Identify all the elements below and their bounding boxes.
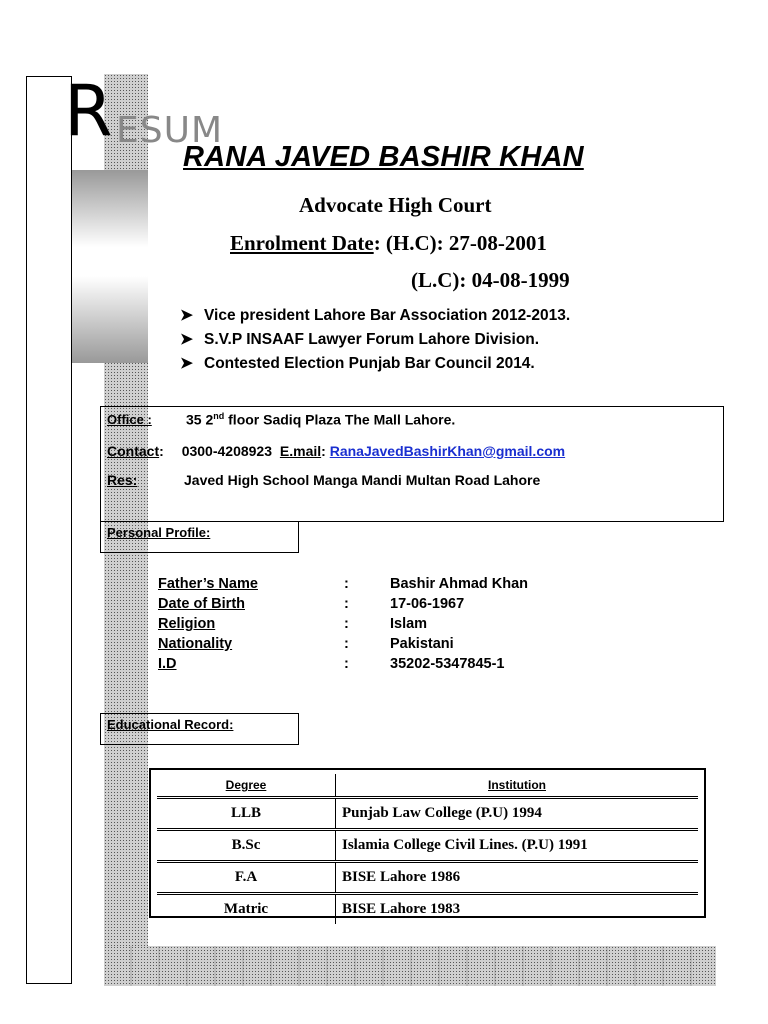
institution-cell: BISE Lahore 1983 (342, 901, 461, 917)
highlights-list (180, 304, 570, 376)
phone-number: 0300-4208923 (181, 443, 272, 459)
education-row (157, 862, 698, 894)
profile-key: Father’s Name (158, 576, 258, 592)
office-row (107, 411, 456, 428)
personal-profile-title: Personal Profile: (107, 525, 211, 540)
profile-separator: : (344, 656, 349, 672)
profile-key: Nationality (158, 636, 233, 652)
institution-cell: Islamia College Civil Lines. (P.U) 1991 (336, 830, 699, 862)
residence-label: Res: (107, 472, 138, 488)
profile-row (158, 634, 528, 654)
profile-separator: : (344, 636, 349, 652)
enrolment-label: Enrolment Date (230, 231, 374, 255)
education-row (157, 798, 698, 830)
profile-row (158, 614, 528, 634)
residence-row (107, 472, 541, 488)
institution-cell: BISE Lahore 1986 (336, 862, 699, 894)
contact-label: Contact (107, 443, 160, 459)
degree-cell: LLB (157, 798, 336, 830)
residence-address: Javed High School Manga Mandi Multan Road Lahore (184, 472, 541, 488)
enrolment-lc: (L.C): 04-08-1999 (411, 268, 570, 292)
educational-record-header (100, 713, 299, 745)
profile-row (158, 594, 528, 614)
contact-colon: : (159, 443, 164, 459)
email-colon: : (321, 443, 326, 459)
personal-profile-header (100, 521, 299, 553)
gradient-block (72, 170, 148, 363)
office-address-part: floor Sadiq Plaza The Mall Lahore. (224, 411, 456, 428)
educational-record-title: Educational Record: (107, 717, 234, 732)
office-address-part: 35 2 (186, 411, 214, 428)
profile-value: Pakistani (390, 636, 454, 652)
highlight-item: ➤ Vice president Lahore Bar Association 2012-2013. (180, 304, 570, 328)
dotted-pattern-footer (104, 946, 716, 986)
profile-value: 35202-5347845-1 (390, 656, 505, 672)
profile-key: Date of Birth (158, 596, 245, 612)
profile-separator: : (344, 616, 349, 632)
profile-row (158, 654, 528, 674)
resume-heading-rest: ESUM (116, 110, 224, 151)
profile-value: Islam (390, 616, 428, 632)
enrolment-date (230, 231, 547, 256)
profile-key: Religion (158, 616, 216, 632)
highlight-item: ➤ Contested Election Punjab Bar Council 2014. (180, 352, 570, 376)
degree-column-header: Degree (157, 774, 336, 798)
education-header-row (157, 774, 698, 798)
profile-separator: : (344, 576, 349, 592)
office-address (186, 411, 455, 428)
left-border-bar (26, 76, 72, 984)
enrolment-hc: : (H.C): 27-08-2001 (373, 231, 547, 255)
education-table-frame (149, 768, 706, 918)
contact-box (100, 406, 724, 522)
email-label: E.mail (279, 443, 322, 459)
education-row (157, 830, 698, 862)
office-address-sup: nd (213, 411, 225, 421)
personal-profile-table (158, 574, 528, 674)
profile-row (158, 574, 528, 594)
degree-cell: B.Sc (157, 830, 336, 862)
degree-cell: Matric (157, 894, 336, 925)
contact-row (107, 443, 565, 459)
degree-cell: F.A (157, 862, 336, 894)
applicant-name: RANA JAVED BASHIR KHAN (183, 141, 584, 173)
profile-key: I.D (158, 656, 177, 672)
institution-column-header: Institution (336, 774, 699, 798)
profile-separator: : (344, 596, 349, 612)
institution-cell: Punjab Law College (P.U) 1994 (336, 798, 699, 830)
professional-title: Advocate High Court (299, 193, 492, 217)
email-link[interactable]: RanaJavedBashirKhan@gmail.com (329, 443, 566, 459)
resume-initial: R (64, 70, 113, 152)
office-label: Office : (107, 412, 152, 427)
education-table (157, 774, 698, 924)
highlight-item: ➤ S.V.P INSAAF Lawyer Forum Lahore Division. (180, 328, 570, 352)
profile-value: Bashir Ahmad Khan (390, 576, 529, 592)
education-row (157, 894, 698, 925)
profile-value: 17-06-1967 (390, 596, 465, 612)
